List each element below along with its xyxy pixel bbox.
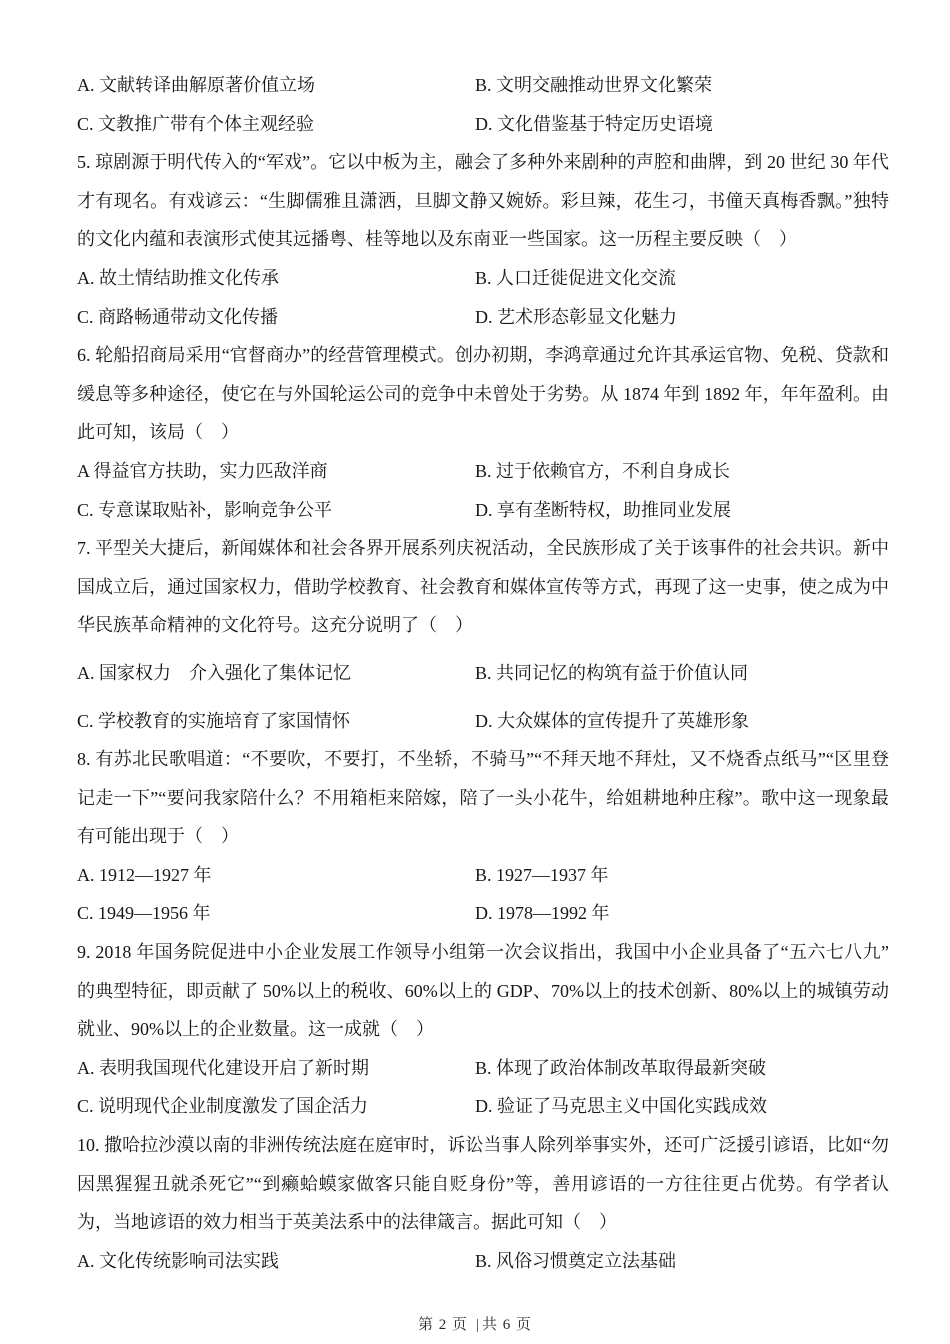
question-6-stem: 6. 轮船招商局采用“官督商办”的经营管理模式。创办初期，李鸿章通过允许其承运官物、免税、贷款和缓息等多种途径，使它在与外国轮运公司的竞争中未曾处于劣势。从 1874 年到 1892 年，年年盈利。由此可知，该局（ ） <box>77 345 889 443</box>
option-a: A. 国家权力 介入强化了集体记忆 <box>77 662 351 683</box>
option-d: D. 验证了马克思主义中国化实践成效 <box>475 1096 767 1117</box>
option-d: D. 享有垄断特权，助推同业发展 <box>475 499 731 520</box>
option-a: A. 1912—1927 年 <box>77 864 212 885</box>
option-a: A 得益官方扶助，实力匹敌洋商 <box>77 460 328 481</box>
option-c: C. 1949—1956 年 <box>77 903 211 924</box>
question-9-options <box>77 1049 889 1126</box>
question-5-options <box>77 259 889 336</box>
option-b: B. 1927—1937 年 <box>475 864 609 885</box>
question-8-options <box>77 856 889 933</box>
question-5-stem: 5. 琼剧源于明代传入的“军戏”。它以中板为主，融会了多种外来剧种的声腔和曲牌，到 20 世纪 30 年代才有现名。有戏谚云：“生脚儒雅且潇洒，旦脚文静又婉娇。彩旦辣，花生刁，书僮天真梅香飘。”独特的文化内蕴和表演形式使其远播粤、桂等地以及东南亚一些国家。这一历程主要反映（ ） <box>77 152 889 250</box>
question-9 <box>77 933 889 1126</box>
question-10 <box>77 1126 889 1280</box>
question-list <box>77 66 889 1280</box>
option-b: B. 体现了政治体制改革取得最新突破 <box>475 1057 767 1078</box>
question-7 <box>77 529 889 740</box>
option-b: B. 过于依赖官方，不利自身成长 <box>475 460 731 481</box>
page-footer <box>0 1313 950 1334</box>
option-a: A. 故土情结助推文化传承 <box>77 267 279 288</box>
option-c: C. 商路畅通带动文化传播 <box>77 306 279 327</box>
option-b: B. 人口迁徙促进文化交流 <box>475 267 677 288</box>
question-10-stem: 10. 撒哈拉沙漠以南的非洲传统法庭在庭审时，诉讼当事人除列举事实外，还可广泛援引谚语，比如“勿因黑猩猩丑就杀死它”“到癞蛤蟆家做客只能自贬身份”等，善用谚语的一方往往更占优势。有学者认为，当地谚语的效力相当于英美法系中的法律箴言。据此可知（ ） <box>77 1135 889 1233</box>
question-4 <box>77 66 889 143</box>
option-d: D. 艺术形态彰显文化魅力 <box>475 306 677 327</box>
option-a: A. 文献转译曲解原著价值立场 <box>77 75 315 95</box>
option-b: B. 文明交融推动世界文化繁荣 <box>475 75 713 95</box>
page-number: 第 2 页 <box>417 1317 468 1333</box>
question-6-options <box>77 452 889 529</box>
question-4-options <box>77 66 889 143</box>
question-6 <box>77 336 889 529</box>
option-d: D. 1978—1992 年 <box>475 903 610 924</box>
question-9-stem: 9. 2018 年国务院促进中小企业发展工作领导小组第一次会议指出，我国中小企业具备了“五六七八九”的典型特征，即贡献了 50%以上的税收、60%以上的 GDP、70%以上的技术创新、80%以上的城镇劳动就业、90%以上的企业数量。这一成就（ ） <box>77 942 889 1040</box>
question-5 <box>77 143 889 336</box>
question-7-stem: 7. 平型关大捷后，新闻媒体和社会各界开展系列庆祝活动，全民族形成了关于该事件的社会共识。新中国成立后，通过国家权力，借助学校教育、社会教育和媒体宣传等方式，再现了这一史事，使之成为中华民族革命精神的文化符号。这充分说明了（ ） <box>77 538 889 636</box>
page-total: 共 6 页 <box>482 1317 533 1333</box>
option-c: C. 专意谋取贴补，影响竞争公平 <box>77 499 333 520</box>
option-d: D. 文化借鉴基于特定历史语境 <box>475 113 713 134</box>
option-b: B. 风俗习惯奠定立法基础 <box>475 1250 677 1271</box>
option-c: C. 说明现代企业制度激发了国企活力 <box>77 1096 369 1117</box>
question-7-options <box>77 645 889 740</box>
option-d: D. 大众媒体的宣传提升了英雄形象 <box>475 710 749 731</box>
option-c: C. 学校教育的实施培育了家国情怀 <box>77 710 351 731</box>
option-c: C. 文教推广带有个体主观经验 <box>77 113 315 134</box>
option-a: A. 文化传统影响司法实践 <box>77 1250 279 1271</box>
question-10-options <box>77 1242 889 1281</box>
option-a: A. 表明我国现代化建设开启了新时期 <box>77 1057 369 1078</box>
footer-separator: | <box>475 1317 480 1333</box>
option-b: B. 共同记忆的构筑有益于价值认同 <box>475 662 749 683</box>
question-8-stem: 8. 有苏北民歌唱道：“不要吹，不要打，不坐轿，不骑马”“不拜天地不拜灶，又不烧香点纸马”“区里登记走一下”“要问我家陪什么？不用箱柜来陪嫁，陪了一头小花牛，给姐耕地种庄稼”。歌中这一现象最有可能出现于（ ） <box>77 749 889 847</box>
question-8 <box>77 740 889 933</box>
